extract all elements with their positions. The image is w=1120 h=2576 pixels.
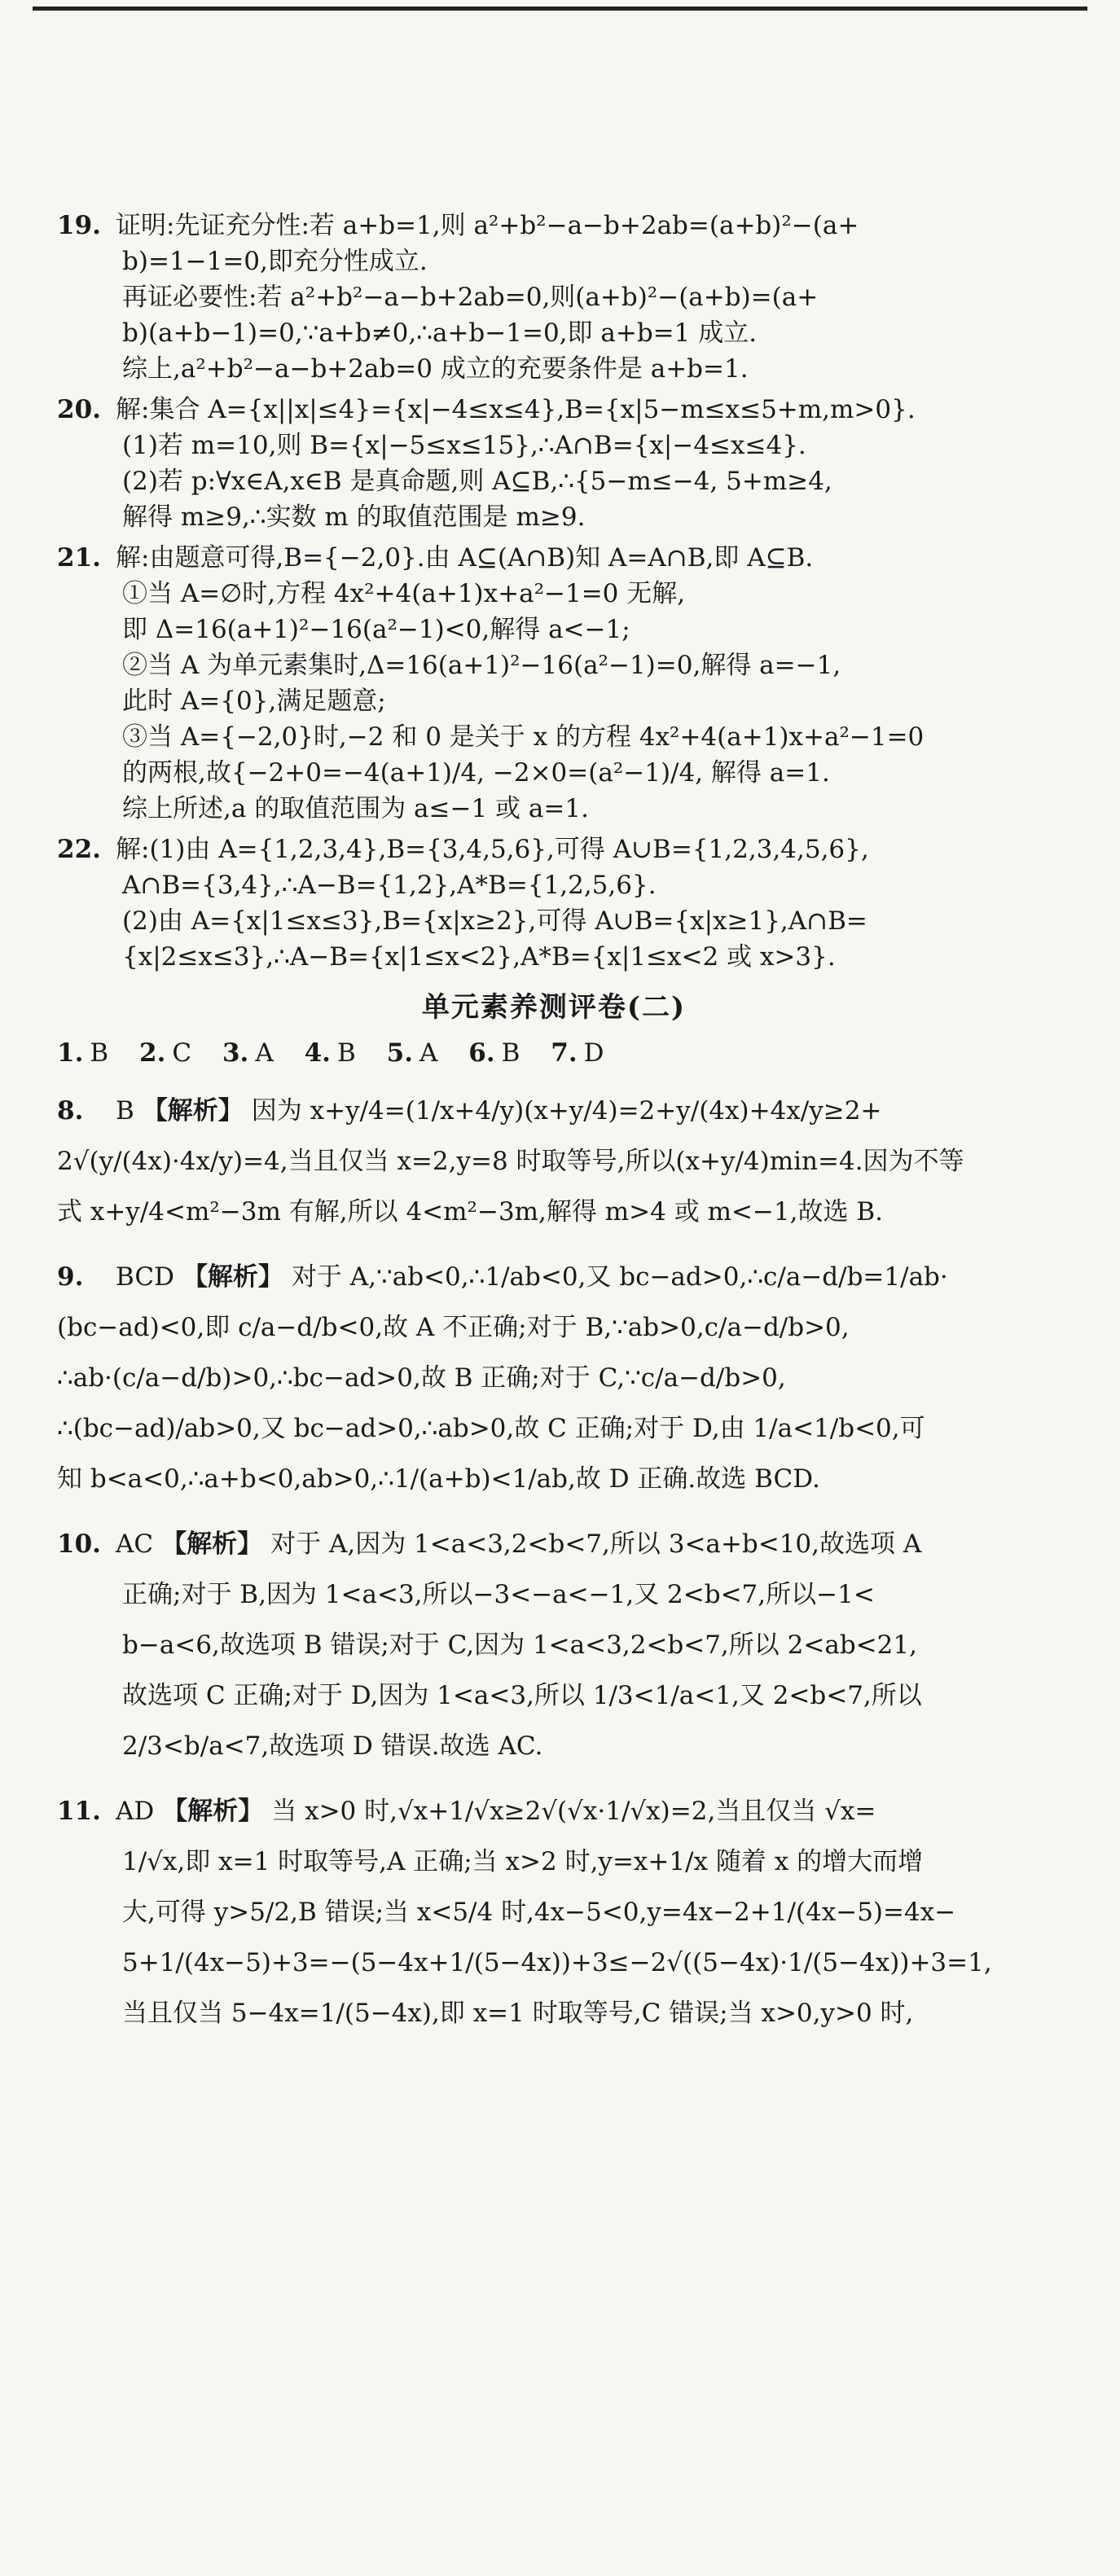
question-number: 20. xyxy=(57,395,101,424)
solution-line: 2/3<b/a<7,故选项 D 错误.故选 AC. xyxy=(122,1731,543,1761)
question-11 xyxy=(57,1786,1051,2038)
solution-line: (bc−ad)<0,即 c/a−d/b<0,故 A 不正确;对于 B,∵ab>0,c/a−d/b>0, xyxy=(57,1313,850,1342)
question-number: 8. xyxy=(57,1096,84,1126)
solution-line: 综上所述,a 的取值范围为 a≤−1 或 a=1. xyxy=(122,794,589,823)
question-number: 11. xyxy=(57,1797,101,1826)
answer-item: 5. A xyxy=(386,1038,438,1068)
answer-item: 3. A xyxy=(222,1038,274,1068)
solution-line: ∴ab·(c/a−d/b)>0,∴bc−ad>0,故 B 正确;对于 C,∵c/a−d/b>0, xyxy=(57,1363,786,1393)
analysis-tag: 【解析】 xyxy=(161,1529,263,1559)
question-number: 9. xyxy=(57,1262,84,1292)
question-number: 19. xyxy=(57,211,101,240)
solution-line: 解:(1)由 A={1,2,3,4},B={3,4,5,6},可得 A∪B={1,2,3,4,5,6}, xyxy=(116,835,869,864)
solution-line: 对于 A,∵ab<0,∴1/ab<0,又 bc−ad>0,∴c/a−d/b=1/ab· xyxy=(291,1262,948,1292)
solution-line: 综上,a²+b²−a−b+2ab=0 成立的充要条件是 a+b=1. xyxy=(122,354,749,384)
answer-page xyxy=(57,208,1051,2053)
solution-line: 式 x+y/4<m²−3m 有解,所以 4<m²−3m,解得 m>4 或 m<−1,故选 B. xyxy=(57,1197,883,1227)
solution-line: A∩B={3,4},∴A−B={1,2},A*B={1,2,5,6}. xyxy=(122,871,657,900)
question-number: 22. xyxy=(57,835,101,864)
question-number: 21. xyxy=(57,543,101,573)
question-21 xyxy=(57,540,1051,827)
answer-item: 7. D xyxy=(551,1038,604,1068)
solution-line: ∴(bc−ad)/ab>0,又 bc−ad>0,∴ab>0,故 C 正确;对于 D,由 1/a<1/b<0,可 xyxy=(57,1414,925,1443)
answer-choice: B xyxy=(116,1096,134,1126)
question-number: 10. xyxy=(57,1529,101,1559)
solution-line: 解:集合 A={x||x|≤4}={x|−4≤x≤4},B={x|5−m≤x≤5+m,m>0}. xyxy=(116,395,916,424)
solution-line: 故选项 C 正确;对于 D,因为 1<a<3,所以 1/3<1/a<1,又 2<b<7,所以 xyxy=(122,1681,922,1710)
solution-line: 即 Δ=16(a+1)²−16(a²−1)<0,解得 a<−1; xyxy=(122,615,630,644)
solution-line: 当且仅当 5−4x=1/(5−4x),即 x=1 时取等号,C 错误;当 x>0,y>0 时, xyxy=(122,1999,914,2028)
answer-item: 2. C xyxy=(139,1038,192,1068)
answer-item: 4. B xyxy=(304,1038,356,1068)
solution-line: {x|2≤x≤3},∴A−B={x|1≤x<2},A*B={x|1≤x<2 或 x>3}. xyxy=(122,942,836,972)
solution-line: (2)由 A={x|1≤x≤3},B={x|x≥2},可得 A∪B={x|x≥1},A∩B= xyxy=(122,906,867,936)
answer-item: 6. B xyxy=(468,1038,520,1068)
answer-choice: BCD xyxy=(116,1262,174,1292)
solution-line: b)=1−1=0,即充分性成立. xyxy=(122,247,428,276)
solution-line: 解:由题意可得,B={−2,0}.由 A⊆(A∩B)知 A=A∩B,即 A⊆B. xyxy=(116,543,814,573)
answer-item: 1. B xyxy=(57,1038,109,1068)
solution-line: 对于 A,因为 1<a<3,2<b<7,所以 3<a+b<10,故选项 A xyxy=(270,1529,922,1559)
section-title: 单元素养测评卷(二) xyxy=(421,991,687,1024)
answer-choice: AC xyxy=(116,1529,154,1559)
solution-line: 解得 m≥9,∴实数 m 的取值范围是 m≥9. xyxy=(122,502,586,532)
analysis-tag: 【解析】 xyxy=(142,1096,244,1126)
analysis-tag: 【解析】 xyxy=(162,1797,264,1826)
solution-line: 正确;对于 B,因为 1<a<3,所以−3<−a<−1,又 2<b<7,所以−1< xyxy=(122,1580,875,1609)
solution-line: 1/√x,即 x=1 时取等号,A 正确;当 x>2 时,y=x+1/x 随着 x 的增大而增 xyxy=(122,1847,924,1876)
question-22 xyxy=(57,832,1051,975)
solution-line: 因为 x+y/4=(1/x+4/y)(x+y/4)=2+y/(4x)+4x/y≥2+ xyxy=(251,1096,882,1126)
solution-line: ③当 A={−2,0}时,−2 和 0 是关于 x 的方程 4x²+4(a+1)x+a²−1=0 xyxy=(122,722,925,752)
solution-line: 5+1/(4x−5)+3=−(5−4x+1/(5−4x))+3≤−2√((5−4x)·1/(5−4x))+3=1, xyxy=(122,1948,992,1977)
solution-line: 的两根,故{−2+0=−4(a+1)/4, −2×0=(a²−1)/4, 解得 a=1. xyxy=(122,758,830,788)
solution-line: 当 x>0 时,√x+1/√x≥2√(√x·1/√x)=2,当且仅当 √x= xyxy=(271,1797,876,1826)
answer-choice: AD xyxy=(116,1797,155,1826)
question-10 xyxy=(57,1519,1051,1771)
solution-line: 此时 A={0},满足题意; xyxy=(122,687,386,716)
solution-line: ②当 A 为单元素集时,Δ=16(a+1)²−16(a²−1)=0,解得 a=−1, xyxy=(122,651,841,680)
solution-line: 大,可得 y>5/2,B 错误;当 x<5/4 时,4x−5<0,y=4x−2+1/(4x−5)=4x− xyxy=(122,1898,956,1927)
question-20 xyxy=(57,392,1051,535)
question-8 xyxy=(57,1086,1051,1237)
solution-line: 2√(y/(4x)·4x/y)=4,当且仅当 x=2,y=8 时取等号,所以(x+y/4)min=4.因为不等 xyxy=(57,1147,964,1176)
solution-line: ①当 A=∅时,方程 4x²+4(a+1)x+a²−1=0 无解, xyxy=(122,579,686,608)
solution-line: (1)若 m=10,则 B={x|−5≤x≤15},∴A∩B={x|−4≤x≤4}. xyxy=(122,431,806,460)
analysis-tag: 【解析】 xyxy=(182,1262,283,1292)
solution-line: 再证必要性:若 a²+b²−a−b+2ab=0,则(a+b)²−(a+b)=(a+ xyxy=(122,283,819,312)
top-rule xyxy=(33,7,1087,11)
solution-line: 证明:先证充分性:若 a+b=1,则 a²+b²−a−b+2ab=(a+b)²−(a+ xyxy=(116,211,859,240)
quick-answers xyxy=(57,1035,1051,1071)
solution-line: (2)若 p:∀x∈A,x∈B 是真命题,则 A⊆B,∴{5−m≤−4, 5+m≥4, xyxy=(122,467,832,496)
solution-line: 知 b<a<0,∴a+b<0,ab>0,∴1/(a+b)<1/ab,故 D 正确.故选 BCD. xyxy=(57,1464,820,1494)
question-19 xyxy=(57,208,1051,387)
question-9 xyxy=(57,1252,1051,1504)
solution-line: b−a<6,故选项 B 错误;对于 C,因为 1<a<3,2<b<7,所以 2<ab<21, xyxy=(122,1630,917,1660)
solution-line: b)(a+b−1)=0,∵a+b≠0,∴a+b−1=0,即 a+b=1 成立. xyxy=(122,318,758,348)
